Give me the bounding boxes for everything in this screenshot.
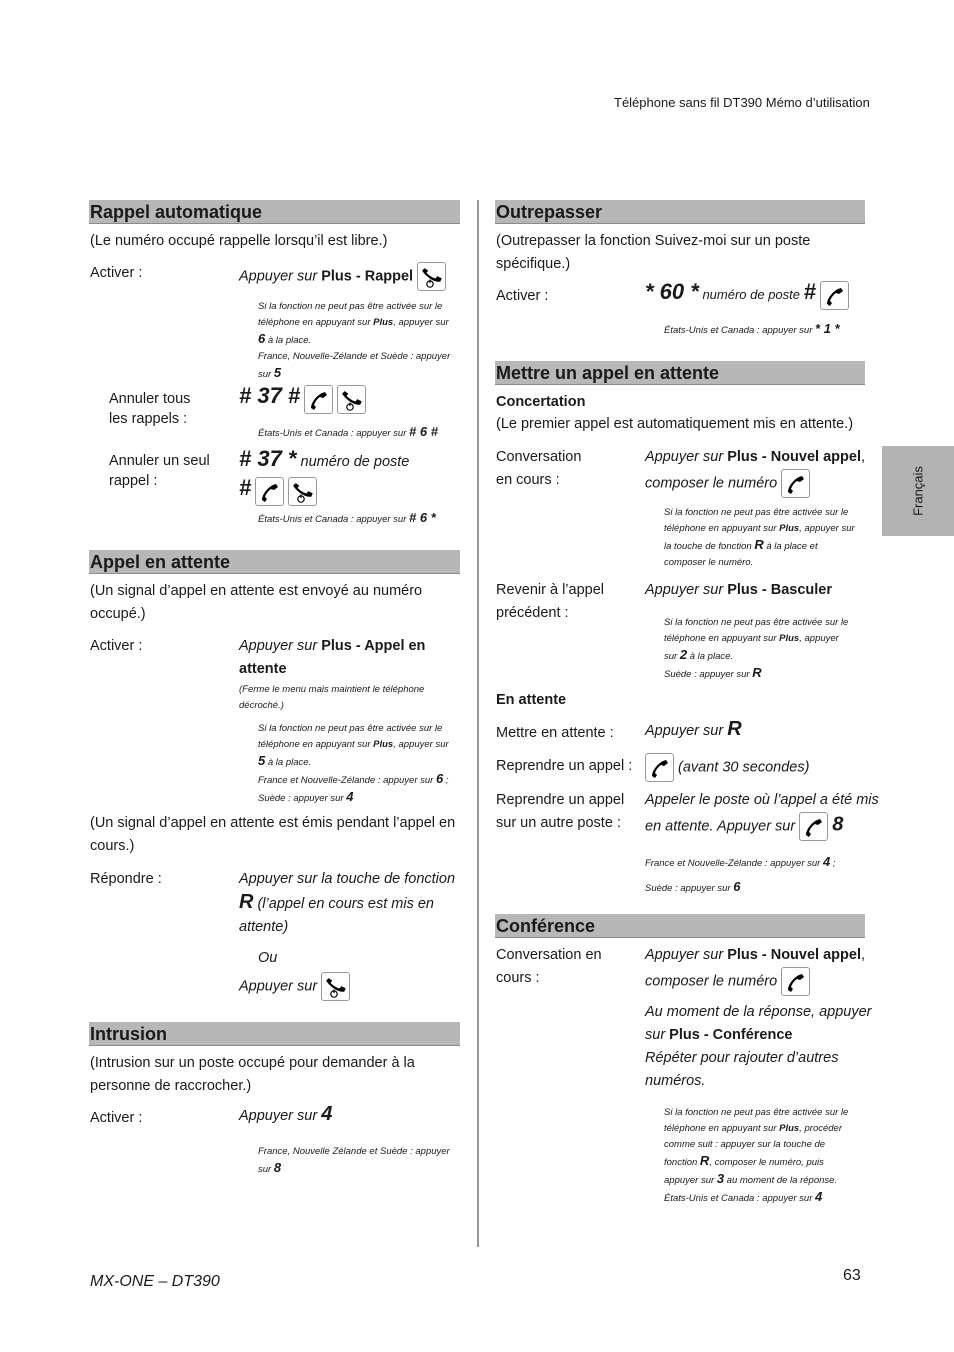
- annuler-tous-label: Annuler tous les rappels :: [109, 391, 191, 427]
- conference-label: Conversation en cours :: [496, 947, 602, 986]
- section-title-appel-attente: Appel en attente: [89, 550, 460, 574]
- repondre-label: Répondre :: [90, 871, 162, 887]
- annuler-seul-code: # 37 * numéro de poste: [239, 446, 410, 471]
- annuler-tous-code: # 37 #: [239, 384, 366, 414]
- repondre-ou: Ou: [258, 950, 278, 966]
- repondre-instruction: Appuyer sur la touche de fonction R (l’appel en cours est mis en attente): [239, 871, 456, 935]
- rappel-note: Si la fonction ne peut pas être activée sur le téléphone en appuyant sur Plus, appuyer sur 6 à la place. France, Nouvelle-Zélande et Suède : appuyer sur 5: [258, 301, 451, 380]
- conference-instruction: Appuyer sur Plus - Nouvel appel, composer le numéro: [645, 944, 865, 996]
- outrepasser-code: * 60 * numéro de poste #: [645, 280, 849, 310]
- appel-attente-note: Si la fonction ne peut pas être activée sur le téléphone en appuyant sur Plus, appuyer sur 5 à la place. France et Nouvelle-Zélande : appuyer sur 6 ; Suède : appuyer sur 4: [258, 723, 449, 804]
- section-title-intrusion: Intrusion: [89, 1022, 460, 1046]
- appel-attente-sub: (Ferme le menu mais maintient le téléphone décroché.): [239, 684, 425, 711]
- outrepasser-description: (Outrepasser la fonction Suivez-moi sur un poste spécifique.): [496, 233, 811, 272]
- on-hook-handset-power-icon: [337, 385, 366, 414]
- concertation-description: (Le premier appel est automatiquement mis en attente.): [496, 416, 854, 432]
- appel-attente-activer-label: Activer :: [90, 638, 143, 654]
- page-header-title: Téléphone sans fil DT390 Mémo d’utilisation: [614, 95, 870, 110]
- revenir-note: Si la fonction ne peut pas être activée sur le téléphone en appuyant sur Plus, appuyer sur 2 à la place. Suède : appuyer sur R: [664, 617, 849, 680]
- appel-attente-description-2: (Un signal d’appel en attente est émis pendant l’appel en cours.): [90, 815, 456, 854]
- section-title-mettre-attente: Mettre un appel en attente: [495, 361, 865, 385]
- mettre-instruction: Appuyer sur R: [645, 718, 742, 740]
- on-hook-handset-power-icon: [417, 262, 446, 291]
- en-attente-heading: En attente: [496, 692, 567, 708]
- reprendre-instruction: (avant 30 secondes): [645, 753, 809, 782]
- language-label: Français: [910, 466, 926, 516]
- appel-attente-description: (Un signal d’appel en attente est envoyé au numéro occupé.): [90, 583, 423, 622]
- mettre-label: Mettre en attente :: [496, 725, 614, 741]
- on-hook-handset-power-icon: [321, 972, 350, 1001]
- off-hook-handset-icon: [799, 812, 828, 841]
- section-title-rappel: Rappel automatique: [89, 200, 460, 224]
- conversation-label: Conversation en cours :: [496, 449, 582, 488]
- off-hook-handset-icon: [304, 385, 333, 414]
- conference-reponse: Au moment de la réponse, appuyer sur Plus - Conférence Répéter pour rajouter d’autres numéros.: [645, 1004, 872, 1089]
- on-hook-handset-power-icon: [288, 477, 317, 506]
- annuler-tous-note: États-Unis et Canada : appuyer sur # 6 #: [258, 424, 438, 439]
- off-hook-handset-icon: [820, 281, 849, 310]
- off-hook-handset-icon: [781, 967, 810, 996]
- concertation-heading: Concertation: [496, 394, 586, 410]
- appel-attente-activer-instruction: Appuyer sur Plus - Appel en attente: [239, 638, 426, 677]
- language-side-tab: [882, 446, 954, 536]
- column-divider: [477, 200, 479, 1247]
- annuler-seul-note: États-Unis et Canada : appuyer sur # 6 *: [258, 510, 436, 525]
- page-number: 63: [843, 1267, 861, 1284]
- outrepasser-activer-label: Activer :: [496, 288, 549, 304]
- rappel-description: (Le numéro occupé rappelle lorsqu’il est libre.): [90, 233, 388, 249]
- intrusion-note: France, Nouvelle Zélande et Suède : appuyer sur 8: [258, 1146, 450, 1175]
- intrusion-activer-label: Activer :: [90, 1110, 143, 1126]
- revenir-label: Revenir à l’appel précédent :: [496, 582, 605, 621]
- intrusion-activer-instruction: Appuyer sur 4: [239, 1103, 333, 1125]
- rappel-activer-label: Activer :: [90, 265, 143, 281]
- conversation-note: Si la fonction ne peut pas être activée sur le téléphone en appuyant sur Plus, appuyer sur la touche de fonction R à la place et composer le numéro.: [664, 507, 855, 568]
- intrusion-description: (Intrusion sur un poste occupé pour demander à la personne de raccrocher.): [90, 1055, 415, 1094]
- conference-note: Si la fonction ne peut pas être activée sur le téléphone en appuyant sur Plus, procéder comme suit : appuyer sur la touche de fonction R, composer le numéro, puis appuyer sur 3 au moment de la réponse. États-Unis et Canada : appuyer sur 4: [664, 1107, 849, 1204]
- revenir-instruction: Appuyer sur Plus - Basculer: [645, 582, 832, 598]
- annuler-seul-label: Annuler un seul rappel :: [109, 453, 210, 489]
- reprendre-autre-note: France et Nouvelle-Zélande : appuyer sur 4 ; Suède : appuyer sur 6: [645, 854, 836, 894]
- off-hook-handset-icon: [255, 477, 284, 506]
- outrepasser-note: États-Unis et Canada : appuyer sur * 1 *: [664, 321, 840, 336]
- conversation-instruction: Appuyer sur Plus - Nouvel appel, composer le numéro: [645, 446, 865, 498]
- section-title-outrepasser: Outrepasser: [495, 200, 865, 224]
- footer-product: MX-ONE – DT390: [90, 1273, 220, 1290]
- section-title-conference: Conférence: [495, 914, 865, 938]
- reprendre-autre-label: Reprendre un appel sur un autre poste :: [496, 792, 625, 831]
- repondre-alt: Appuyer sur: [239, 972, 350, 1001]
- reprendre-label: Reprendre un appel :: [496, 758, 633, 774]
- off-hook-handset-icon: [645, 753, 674, 782]
- off-hook-handset-icon: [781, 469, 810, 498]
- reprendre-autre-instruction: Appeler le poste où l’appel a été mis en attente. Appuyer sur 8: [645, 789, 879, 841]
- rappel-activer-instruction: Appuyer sur Plus - Rappel: [239, 262, 446, 291]
- annuler-seul-code-2: #: [239, 476, 317, 506]
